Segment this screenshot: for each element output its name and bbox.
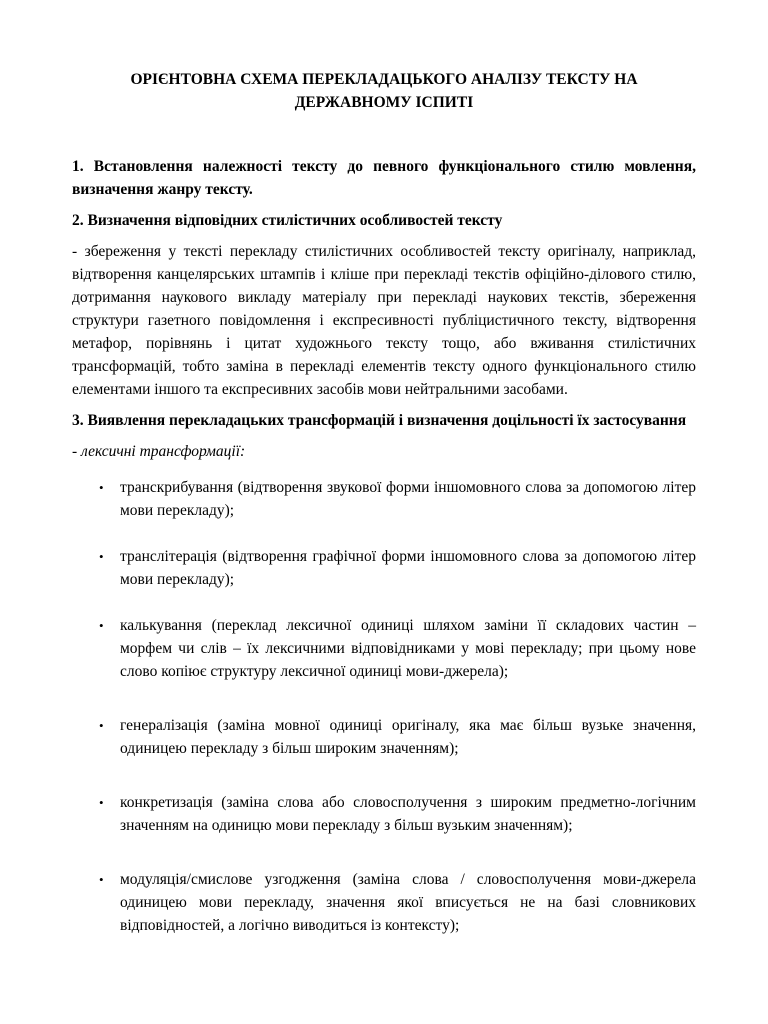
list-item [72, 545, 696, 591]
list-item [72, 476, 696, 522]
list-item [72, 614, 696, 683]
list-item-text: генералізація (заміна мовної одиниці оригіналу, яка має більш вузьке значення, одиницею перекладу з більш широким значенням); [120, 717, 696, 757]
list-item [72, 714, 696, 760]
document-title: ОРІЄНТОВНА СХЕМА ПЕРЕКЛАДАЦЬКОГО АНАЛІЗУ ТЕКСТУ НА ДЕРЖАВНОМУ ІСПИТІ [130, 71, 638, 111]
bullet-icon: • [99, 480, 104, 495]
section-2-heading: 2. Визначення відповідних стилістичних особливостей тексту [72, 212, 503, 229]
section-2-body: - збереження у тексті перекладу стилістичних особливостей тексту оригіналу, наприклад, відтворення канцелярських штампів і кліше при перекладі текстів офіційно-ділового стилю, дотримання наукового викладу матеріалу при перекладі наукових текстів, збереження структури газетного повідомлення і експресивності публіцистичного тексту, відтворення метафор, порівнянь і цитат художнього тексту тощо, або вживання стилістичних трансформацій, тобто заміна в перекладі елементів тексту одного функціонального стилю елементами іншого та експресивних засобів мови нейтральними засобами. [72, 243, 696, 398]
list-item-text: транслітерація (відтворення графічної форми іншомовного слова за допомогою літер мови перекладу); [120, 548, 696, 588]
list-item-text: калькування (переклад лексичної одиниці шляхом заміни її складових частин – морфем чи слів – їх лексичними відповідниками у мові перекладу; при цьому нове слово копіює структуру лексичної одиниці мови-джерела); [120, 617, 696, 680]
list-item-text: конкретизація (заміна слова або словосполучення з широким предметно-логічним значенням на одиницю мови перекладу з більш вузьким значенням); [120, 794, 696, 834]
list-item [72, 868, 696, 937]
lexical-transformations-label: - лексичні трансформації: [72, 443, 246, 460]
transformations-list [72, 476, 696, 937]
section-3-heading: 3. Виявлення перекладацьких трансформацій і визначення доцільності їх застосування [72, 412, 687, 429]
bullet-icon: • [99, 795, 104, 810]
bullet-icon: • [99, 718, 104, 733]
bullet-icon: • [99, 872, 104, 887]
bullet-icon: • [99, 618, 104, 633]
bullet-icon: • [99, 549, 104, 564]
list-item-text: модуляція/смислове узгодження (заміна слова / словосполучення мови-джерела одиницею мови перекладу, значення якої вписується не на базі словникових відповідностей, а логічно виводиться із контексту); [120, 871, 696, 934]
list-item-text: транскрибування (відтворення звукової форми іншомовного слова за допомогою літер мови перекладу); [120, 479, 696, 519]
list-item [72, 791, 696, 837]
document-page [72, 68, 696, 937]
section-1-heading: 1. Встановлення належності тексту до певного функціонального стилю мовлення, визначення жанру тексту. [72, 158, 696, 198]
